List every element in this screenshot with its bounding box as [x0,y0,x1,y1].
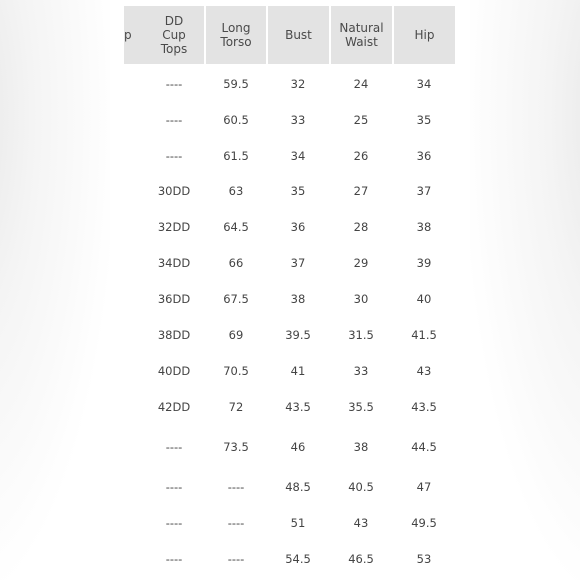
cell-natural-waist: 40.5 [348,480,374,494]
cell-hip: 39 [416,256,432,270]
cell-hip: 43.5 [411,400,437,414]
header-partial-label: p [124,28,132,42]
cell-natural-waist: 26 [353,149,369,163]
cell-hip: 43 [416,364,432,378]
cell-natural-waist: 28 [353,220,369,234]
cell-natural-waist: 43 [353,516,369,530]
cell-natural-waist: 27 [353,184,369,198]
cell-natural-waist: 25 [353,113,369,127]
cell-hip: 44.5 [411,440,437,454]
cell-dd-cup-tops: ---- [165,516,183,530]
header-dd-cup-tops-label: DD Cup Tops [160,14,188,56]
cell-long-torso: 64.5 [223,220,249,234]
cell-dd-cup-tops: ---- [165,149,183,163]
cell-long-torso: 63 [228,184,244,198]
cell-dd-cup-tops: ---- [165,113,183,127]
cell-bust: 54.5 [285,552,311,566]
cell-long-torso: 60.5 [223,113,249,127]
cell-dd-cup-tops: ---- [165,552,183,566]
size-chart-table [112,0,462,580]
cell-bust: 34 [290,149,306,163]
cell-long-torso: ---- [227,516,245,530]
header-natural-waist-label: Natural Waist [339,21,384,49]
header-bust [268,6,329,64]
cell-bust: 51 [290,516,306,530]
cell-natural-waist: 33 [353,364,369,378]
cell-dd-cup-tops: 38DD [157,328,191,342]
cell-natural-waist: 24 [353,77,369,91]
cell-bust: 36 [290,220,306,234]
cell-hip: 41.5 [411,328,437,342]
cell-long-torso: 72 [228,400,244,414]
cell-hip: 34 [416,77,432,91]
header-dd-cup-tops [144,6,204,64]
cell-bust: 33 [290,113,306,127]
cell-hip: 37 [416,184,432,198]
cell-bust: 41 [290,364,306,378]
cell-natural-waist: 31.5 [348,328,374,342]
cell-bust: 39.5 [285,328,311,342]
cell-long-torso: 70.5 [223,364,249,378]
cell-dd-cup-tops: 42DD [157,400,191,414]
cell-hip: 35 [416,113,432,127]
cell-natural-waist: 29 [353,256,369,270]
cell-long-torso: 73.5 [223,440,249,454]
cell-dd-cup-tops: ---- [165,480,183,494]
header-hip-label: Hip [414,28,435,42]
cell-dd-cup-tops: ---- [165,77,183,91]
cell-dd-cup-tops: 40DD [157,364,191,378]
header-natural-waist [331,6,392,64]
cell-bust: 37 [290,256,306,270]
cell-hip: 49.5 [411,516,437,530]
cell-natural-waist: 35.5 [348,400,374,414]
cell-long-torso: ---- [227,552,245,566]
cell-long-torso: 69 [228,328,244,342]
cell-dd-cup-tops: 36DD [157,292,191,306]
header-long-torso [206,6,266,64]
cell-hip: 38 [416,220,432,234]
cell-hip: 47 [416,480,432,494]
header-hip [394,6,455,64]
cell-bust: 43.5 [285,400,311,414]
cell-bust: 35 [290,184,306,198]
header-long-torso-label: Long Torso [220,21,252,49]
cell-natural-waist: 30 [353,292,369,306]
cell-long-torso: 67.5 [223,292,249,306]
cell-hip: 40 [416,292,432,306]
header-bust-label: Bust [285,28,312,42]
cell-long-torso: 59.5 [223,77,249,91]
cell-bust: 32 [290,77,306,91]
left-blur-background [0,0,110,580]
cell-long-torso: 66 [228,256,244,270]
cell-hip: 36 [416,149,432,163]
cell-dd-cup-tops: 30DD [157,184,191,198]
cell-long-torso: 61.5 [223,149,249,163]
right-blur-background [470,0,580,580]
cell-hip: 53 [416,552,432,566]
cell-dd-cup-tops: ---- [165,440,183,454]
cell-bust: 46 [290,440,306,454]
cell-bust: 38 [290,292,306,306]
cell-dd-cup-tops: 32DD [157,220,191,234]
cell-natural-waist: 38 [353,440,369,454]
cell-natural-waist: 46.5 [348,552,374,566]
cell-dd-cup-tops: 34DD [157,256,191,270]
cell-long-torso: ---- [227,480,245,494]
cell-bust: 48.5 [285,480,311,494]
